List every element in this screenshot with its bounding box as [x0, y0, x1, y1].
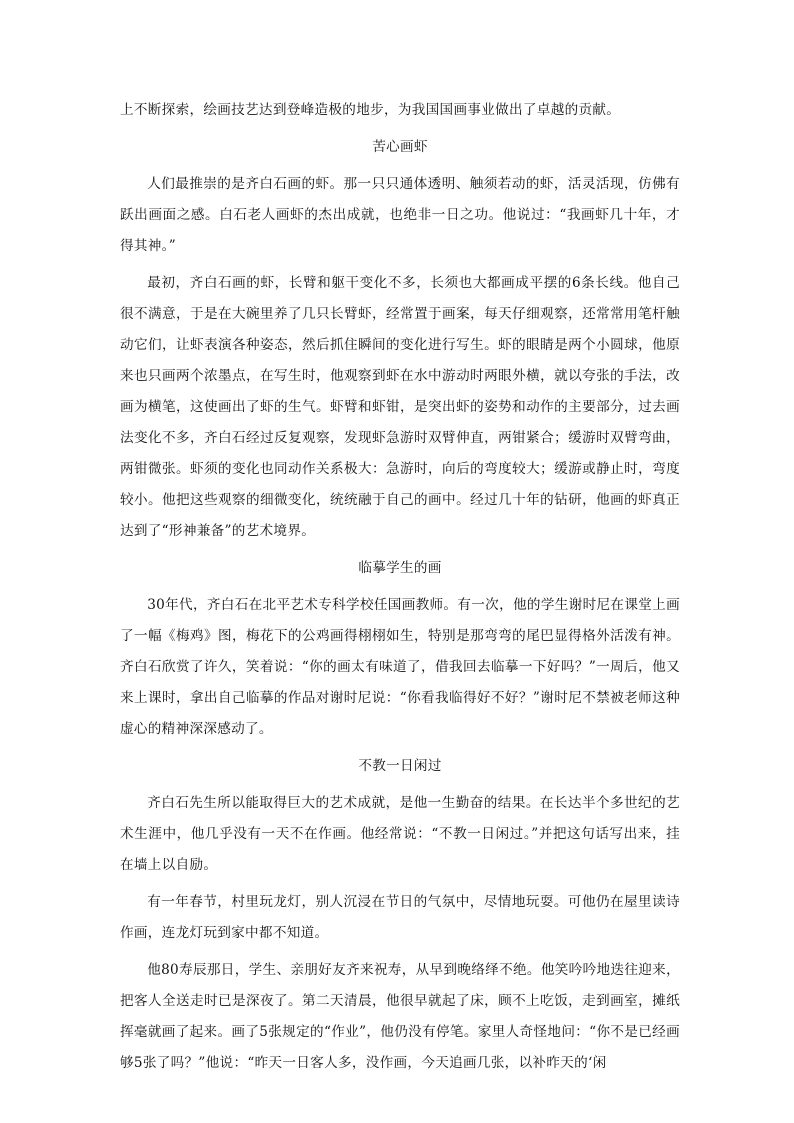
section-heading-copy-student: 临摹学生的画	[358, 560, 442, 576]
paragraph-intro-tail: 上不断探索，绘画技艺达到登峰造极的地步，为我国国画事业做出了卓越的贡献。	[120, 102, 621, 118]
paragraph: 30年代，齐白石在北平艺术专科学校任国画教师。有一次，他的学生谢时尼在课堂上画了一幅《梅鸡》图，梅花下的公鸡画得栩栩如生，特别是那弯弯的尾巴显得格外活泼有神。齐白石欣赏了许久，笑着说：“你的画太有味道了，借我回去临摹一下好吗？”一周后，他又来上课时，拿出自己临摹的作品对谢时尼说：“你看我临得好不好？”谢时尼不禁被老师这种虚心的精神深深感动了。	[120, 597, 680, 737]
paragraph: 齐白石先生所以能取得巨大的艺术成就，是他一生勤奋的结果。在长达半个多世纪的艺术生涯中，他几乎没有一天不在作画。他经常说：“不教一日闲过。”并把这句话写出来，挂在墙上以自励。	[120, 795, 680, 873]
paragraph: 人们最推崇的是齐白石画的虾。那一只只通体透明、触须若动的虾，活灵活现，仿佛有跃出画面之感。白石老人画虾的杰出成就，也绝非一日之功。他说过：“我画虾几十年，才得其神。”	[120, 176, 680, 254]
section-heading-shrimp: 苦心画虾	[372, 139, 428, 155]
paragraph: 有一年春节，村里玩龙灯，别人沉浸在节日的气氛中，尽情地玩耍。可他仍在屋里读诗作画，连龙灯玩到家中都不知道。	[120, 894, 680, 941]
paragraph: 他80寿辰那日，学生、亲朋好友齐来祝寿，从早到晚络绎不绝。他笑吟吟地迭往迎来，把客人全送走时已是深夜了。第二天清晨，他很早就起了床，顾不上吃饭，走到画室，摊纸挥毫就画了起来。画了5张规定的“作业”，他仍没有停笔。家里人奇怪地问：“你不是已经画够5张了吗？”他说：“昨天一日客人多，没作画，今天追画几张，以补昨天的‘闲	[120, 962, 680, 1071]
section-heading-no-idle-day: 不教一日闲过	[358, 758, 442, 774]
paragraph: 最初，齐白石画的虾，长臂和躯干变化不多，长须也大都画成平摆的6条长线。他自己很不满意，于是在大碗里养了几只长臂虾，经常置于画案，每天仔细观察，还常常用笔杆触动它们，让虾表演各种姿态，然后抓住瞬间的变化进行写生。虾的眼睛是两个小圆球，他原来也只画两个浓墨点，在写生时，他观察到虾在水中游动时两眼外横，就以夸张的手法，改画为横笔，这使画出了虾的生气。虾臂和虾钳，是突出虾的姿势和动作的主要部分，过去画法变化不多，齐白石经过反复观察，发现虾急游时双臂伸直，两钳紧合；缓游时双臂弯曲，两钳微张。虾须的变化也同动作关系极大：急游时，向后的弯度较大；缓游或静止时，弯度较小。他把这些观察的细微变化，统统融于自己的画中。经过几十年的钻研，他画的虾真正达到了“形神兼备”的艺术境界。	[120, 275, 680, 539]
document-page	[120, 95, 680, 1085]
